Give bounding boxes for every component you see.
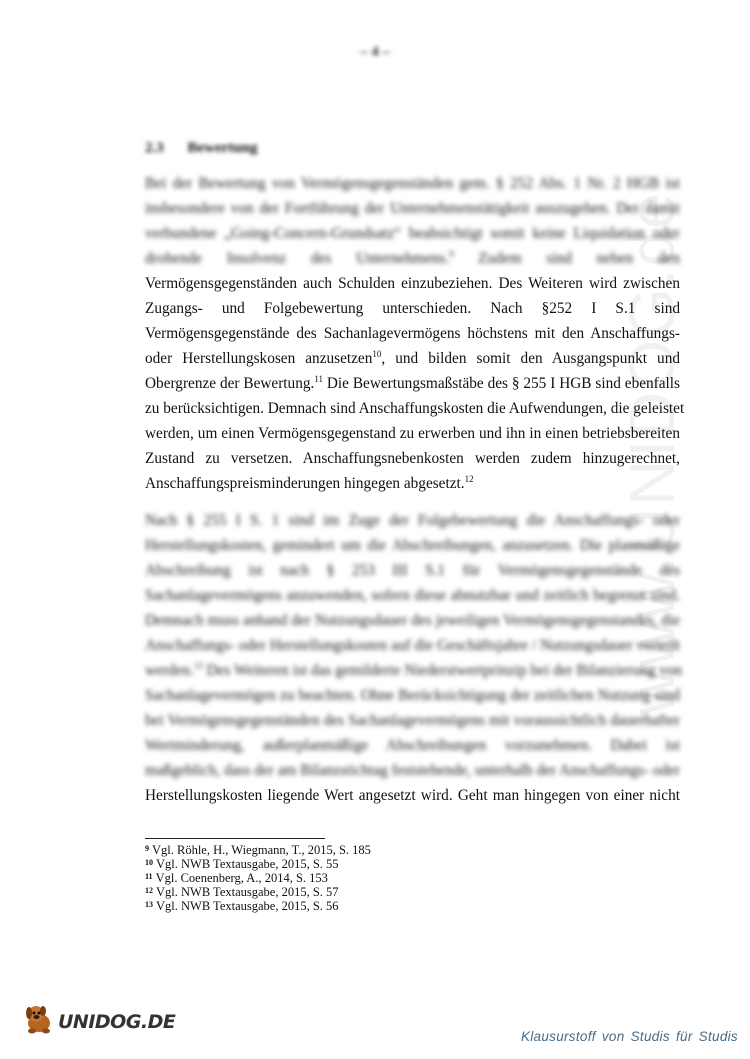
text-line <box>145 471 680 496</box>
footnote-ref: 13 <box>193 660 203 671</box>
text-segment: Die Bewertungsmaßstäbe des § 255 I HGB sind ebenfalls <box>322 375 680 392</box>
text-line: Abschreibung ist nach § 253 III S.1 für Vermögensgegenstände des <box>145 562 680 579</box>
text-line: zu berücksichtigen. Demnach sind Anschaffungskosten die Aufwendungen, die geleistet <box>145 400 685 417</box>
footnote-text: Vgl. Coenenberg, A., 2014, S. 153 <box>155 871 328 885</box>
section-heading: 2.3 Bewertung <box>145 140 258 156</box>
text-line: Demnach muss anhand der Nutzungsdauer des jeweiligen Vermögensgegenstandes, die <box>145 612 680 629</box>
text-line: Zustand zu versetzen. Anschaffungsnebenkosten werden zudem hinzugerechnet, <box>145 450 680 467</box>
text-line: Wertminderung, außerplanmäßige Abschreibungen vorzunehmen. Dabei ist <box>145 737 680 754</box>
footnote-text: Vgl. NWB Textausgabe, 2015, S. 55 <box>156 857 339 871</box>
text-line: Sachanlagevermögens anzuwenden, sofern diese abnutzbar und zeitlich begrenzt sind. <box>145 587 680 604</box>
text-line: werden, um einen Vermögensgegenstand zu erwerben und ihn in einen betriebsbereiten <box>145 425 680 442</box>
text-segment: , und bilden somit den Ausgangspunkt und <box>381 350 680 367</box>
text-segment: Des Weiteren ist das gemilderte Niederstwertprinzip bei der Bilanzierung von <box>202 662 683 679</box>
paragraph-2 <box>145 508 683 808</box>
text-segment: Anschaffungspreisminderungen hingegen abgesetzt. <box>145 475 465 492</box>
text-line <box>145 346 680 371</box>
footnote-number: 11 <box>145 872 153 881</box>
dog-icon <box>22 1003 56 1040</box>
text-line: Nach § 255 I S. 1 sind im Zuge der Folgebewertung die Anschaffungs- oder <box>145 512 680 529</box>
text-line <box>145 246 680 271</box>
paragraph-1 <box>145 171 685 496</box>
text-line: Sachanlagevermögen zu beachten. Ohne Berücksichtigung der zeitlichen Nutzung sind <box>145 687 680 704</box>
footnote-number: 9 <box>145 844 149 853</box>
text-line: Herstellungskosten liegende Wert angesetzt wird. Geht man hingegen von einer nicht <box>145 787 680 804</box>
footnotes <box>145 843 371 913</box>
slogan: Klausurstoff von Studis für Studis <box>520 1029 738 1044</box>
text-line: Bei der Bewertung von Vermögensgegenständen gem. § 252 Abs. 1 Nr. 2 HGB ist <box>145 175 680 192</box>
footnote <box>145 857 371 871</box>
footnote-ref: 11 <box>314 373 323 384</box>
text-line: Anschaffungs- oder Herstellungskosten auf die Geschäftsjahre / Nutzungsdauer verteilt <box>145 637 680 654</box>
footnote-ref: 9 <box>449 248 454 259</box>
text-line: insbesondere von der Fortführung der Unternehmenstätigkeit auszugehen. Der damit <box>145 200 680 217</box>
footnote <box>145 885 371 899</box>
logo-text: UNIDOG.DE <box>58 1010 176 1033</box>
footnote-text: Vgl. Röhle, H., Wiegmann, T., 2015, S. 185 <box>152 843 371 857</box>
footnote-number: 10 <box>145 858 153 867</box>
footnote-text: Vgl. NWB Textausgabe, 2015, S. 57 <box>156 885 339 899</box>
text-line: Herstellungskosten, gemindert um die Abschreibungen, anzusetzen. Die planmäßige <box>145 537 680 554</box>
text-line <box>145 371 680 396</box>
text-segment: werden. <box>145 662 194 679</box>
page-number: – 4 – <box>360 44 390 60</box>
text-line: verbundene „Going-Concern-Grundsatz“ beabsichtigt somit keine Liquidation oder <box>145 225 680 242</box>
footnote-divider <box>145 838 325 839</box>
footnote-ref: 12 <box>464 473 474 484</box>
text-segment: oder Herstellungskosen anzusetzen <box>145 350 373 367</box>
text-line: Vermögensgegenstände des Sachanlagevermögens höchstens mit den Anschaffungs- <box>145 325 680 342</box>
text-blurred: drohende Insolvenz des Unternehmens. <box>145 250 450 267</box>
footnote-number: 13 <box>145 900 153 909</box>
text-line: Vermögensgegenständen auch Schulden einzubeziehen. Des Weiteren wird zwischen <box>145 275 680 292</box>
footnote-number: 12 <box>145 886 153 895</box>
text-line: Zugangs- und Folgebewertung unterschieden. Nach §252 I S.1 sind <box>145 300 680 317</box>
footnote-ref: 10 <box>372 348 382 359</box>
text-line <box>145 658 683 683</box>
footnote <box>145 899 371 913</box>
watermark: www.UNIDOG.de <box>616 191 688 715</box>
text-blurred: Zudem sind neben den <box>453 250 680 267</box>
text-line: maßgeblich, dass der am Bilanzstichtag feststehende, unterhalb der Anschaffungs- oder <box>145 762 680 779</box>
footnote <box>145 871 371 885</box>
text-line: bei Vermögensgegenständen des Sachanlagevermögens mit voraussichtlich dauerhafter <box>145 712 680 729</box>
main-content <box>145 140 685 808</box>
footnote-text: Vgl. NWB Textausgabe, 2015, S. 56 <box>156 899 339 913</box>
unidog-logo[interactable] <box>22 1003 175 1040</box>
text-segment: Obergrenze der Bewertung. <box>145 375 315 392</box>
footnote <box>145 843 371 857</box>
